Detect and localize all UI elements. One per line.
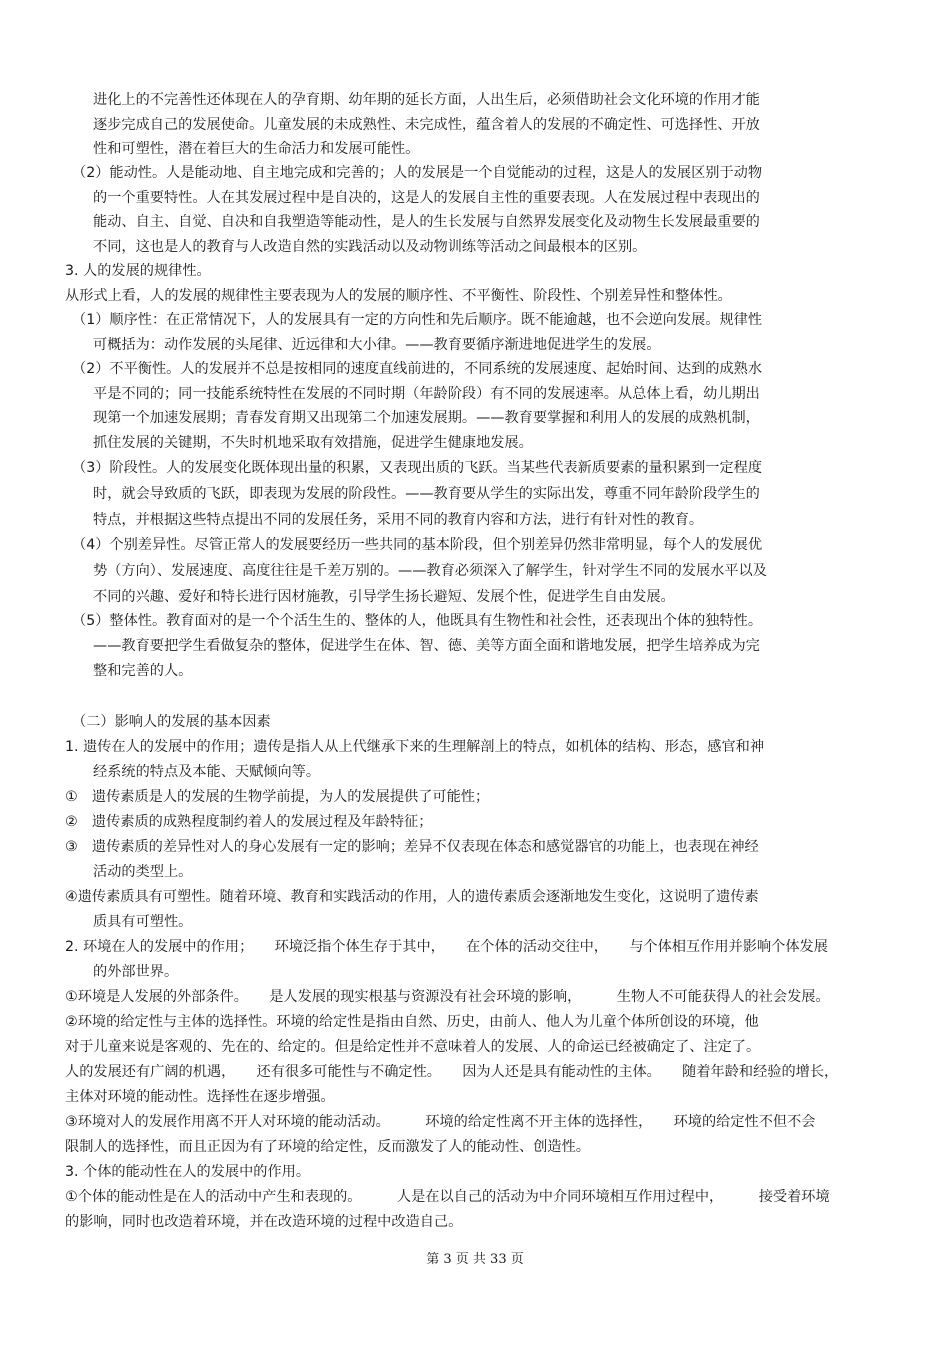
text-line: 2. 环境在人的发展中的作用； 环境泛指个体生存于其中， 在个体的活动交往中， 与个体相互作用并影响个体发展 [65,939,828,955]
text-line: （1）顺序性：在正常情况下，人的发展具有一定的方向性和先后顺序。既不能逾越，也不会逆向发展。规律性 [72,312,763,328]
text-line: 平是不同的；同一技能系统特性在发展的不同时期（年龄阶段）有不同的发展速率。从总体上看，幼儿期出 [93,386,760,402]
text-line: 可概括为：动作发展的头尾律、近远律和大小律。——教育要循序渐进地促进学生的发展。 [93,337,661,353]
text-line: 经系统的特点及本能、天赋倾向等。 [93,764,321,780]
text-line: （5）整体性。教育面对的是一个个活生生的、整体的人，他既具有生物性和社会性，还表现出个体的独特性。 [72,613,763,629]
text-line: 对于儿童来说是客观的、先在的、给定的。但是给定性并不意味着人的发展、人的命运已经被确定了、注定了。 [65,1039,761,1055]
text-line: 活动的类型上。 [93,864,193,880]
text-line: 不同，这也是人的教育与人改造自然的实践活动以及动物训练等活动之间最根本的区别。 [93,239,647,255]
text-line: 从形式上看，人的发展的规律性主要表现为人的发展的顺序性、不平衡性、阶段性、个别差异性和整体性。 [65,288,732,304]
list-item: ③ 遗传素质的差异性对人的身心发展有一定的影响；差异不仅表现在体态和感觉器官的功能上，也表现在神经 [65,839,759,855]
list-item: ①环境是人发展的外部条件。 是人发展的现实根基与资源没有社会环境的影响， 生物人不可能获得人的社会发展。 [65,989,830,1005]
text-line: 主体对环境的能动性。选择性在逐步增强。 [65,1089,335,1105]
list-item: ②环境的给定性与主体的选择性。环境的给定性是指由自然、历史，由前人、他人为儿童个体所创设的环境，他 [65,1014,759,1030]
text-line: 质具有可塑性。 [93,914,193,930]
text-line: 1. 遗传在人的发展中的作用；遗传是指人从上代继承下来的生理解剖上的特点，如机体的结构、形态，感官和神 [65,739,765,755]
text-line: 进化上的不完善性还体现在人的孕育期、幼年期的延长方面，人出生后，必须借助社会文化环境的作用才能 [93,92,760,108]
text-line: （4）个别差异性。尽管正常人的发展要经历一些共同的基本阶段，但个别差异仍然非常明显，每个人的发展优 [72,537,763,553]
list-item: ①个体的能动性是在人的活动中产生和表现的。 人是在以自己的活动为中介同环境相互作用过程中， 接受着环境 [65,1189,830,1205]
list-item: ① 遗传素质是人的发展的生物学前提，为人的发展提供了可能性； [65,789,490,805]
text-line: （2）不平衡性。人的发展并不总是按相同的速度直线前进的，不同系统的发展速度、起始时间、达到的成熟水 [72,361,763,377]
list-item: ③环境对人的发展作用离不开人对环境的能动活动。 环境的给定性离不开主体的选择性， 环境的给定性不但不会 [65,1114,816,1130]
section-heading: 3. 人的发展的规律性。 [65,263,211,279]
text-line: 抓住发展的关键期，不失时机地采取有效措施，促进学生健康地发展。 [93,435,533,451]
text-line: （2）能动性。人是能动地、自主地完成和完善的；人的发展是一个自觉能动的过程，这是人的发展区别于动物 [72,165,763,181]
text-line: 性和可塑性，潜在着巨大的生命活力和发展可能性。 [93,141,420,157]
section-heading: 3. 个体的能动性在人的发展中的作用。 [65,1164,311,1180]
list-item: ② 遗传素质的成熟程度制约着人的发展过程及年龄特征； [65,814,433,830]
text-line: 人的发展还有广阔的机遇， 还有很多可能性与不确定性。 因为人还是具有能动性的主体。 随着年龄和经验的增长， [65,1064,839,1080]
text-line: 的影响，同时也改造着环境，并在改造环境的过程中改造自己。 [65,1214,463,1230]
text-line: 的外部世界。 [93,964,179,980]
text-line: 的一个重要特性。人在其发展过程中是自决的，这是人的发展自主性的重要表现。人在发展过程中表现出的 [93,190,760,206]
text-line: ——教育要把学生看做复杂的整体，促进学生在体、智、德、美等方面全面和谐地发展，把学生培养成为完 [93,638,760,654]
text-line: 不同的兴趣、爱好和特长进行因材施教，引导学生扬长避短、发展个性，促进学生自由发展。 [93,589,675,605]
text-line: 限制人的选择性，而且正因为有了环境的给定性，反而激发了人的能动性、创造性。 [65,1139,590,1155]
text-line: 时，就会导致质的飞跃，即表现为发展的阶段性。——教育要从学生的实际出发，尊重不同年龄阶段学生的 [93,486,760,502]
section-heading: （二）影响人的发展的基本因素 [72,714,271,730]
text-line: 整和完善的人。 [93,663,193,679]
text-line: 特点，并根据这些特点提出不同的发展任务，采用不同的教育内容和方法，进行有针对性的教育。 [93,512,704,528]
list-item: ④遗传素质具有可塑性。随着环境、教育和实践活动的作用，人的遗传素质会逐渐地发生变化，这说明了遗传素 [65,889,759,905]
text-line: 能动、自主、自觉、自决和自我塑造等能动性，是人的生长发展与自然界发展变化及动物生长发展最重要的 [93,214,760,230]
text-line: 势（方向）、发展速度、高度往往是千差万别的。——教育必须深入了解学生，针对学生不同的发展水平以及 [93,563,767,579]
text-line: （3）阶段性。人的发展变化既体现出量的积累，又表现出质的飞跃。当某些代表新质要素的量积累到一定程度 [72,460,763,476]
text-line: 现第一个加速发展期；青春发育期又出现第二个加速发展期。——教育要掌握和利用人的发展的成熟机制， [93,410,760,426]
text-line: 逐步完成自己的发展使命。儿童发展的未成熟性、未完成性，蕴含着人的发展的不确定性、可选择性、开放 [93,117,760,133]
page-footer: 第 3 页 共 33 页 [426,1252,524,1267]
